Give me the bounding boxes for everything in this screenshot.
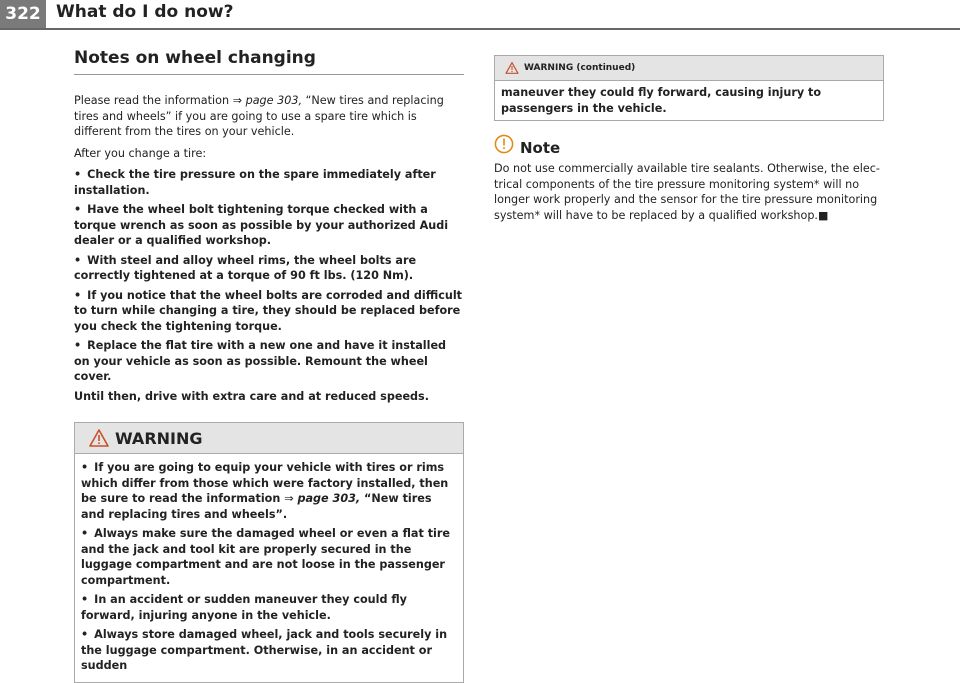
header-rule — [0, 28, 960, 30]
intro-text-before: Please read the information — [74, 94, 233, 107]
after-change-text: After you change a tire: — [74, 146, 207, 160]
warning-continued-text: maneuver they could fly forward, causing injury to passengers in the vehicle. — [501, 86, 822, 115]
info-circle-icon — [494, 134, 514, 154]
until-then-text: Until then, drive with extra care and at reduced speeds. — [74, 389, 429, 403]
warning-title: WARNING — [115, 428, 203, 448]
list-item: • Always store damaged wheel, jack and tools securely in the luggage compartment. Otherwise, in an accident or sudden — [81, 628, 448, 672]
list-item: • Have the wheel bolt tightening torque checked with a torque wrench as soon as possible by your authorized Audi dealer or a qualified workshop. — [74, 203, 449, 247]
warning-body — [75, 454, 463, 682]
warning-continued-title: WARNING (continued) — [524, 63, 636, 73]
note-title: Note — [520, 139, 561, 157]
page-reference-link[interactable]: page 303, — [245, 94, 303, 107]
note-text: Do not use commercially available tire sealants. Otherwise, the electrical components of the tire pressure monitoring system* will no longer work properly and the sensor for the tire pressure monitoring system* will have to be replaced by a qualified workshop.■ — [494, 162, 880, 222]
list-item: • Always make sure the damaged wheel or even a flat tire and the jack and tool kit are properly secured in the luggage compartment and are not loose in the passenger compartment. — [81, 527, 450, 587]
list-item: • Replace the flat tire with a new one and have it installed on your vehicle as soon as possible. Remount the wheel cover. — [74, 339, 447, 383]
list-item: • If you notice that the wheel bolts are corroded and difficult to turn while changing a tire, they should be replaced before you check the tightening torque. — [74, 288, 463, 333]
page-number: 322 — [0, 0, 46, 28]
warning-triangle-icon — [505, 62, 519, 74]
list-item: • With steel and alloy wheel rims, the wheel bolts are correctly tightened at a torque of 90 ft lbs. (120 Nm). — [74, 253, 417, 282]
header-title: What do I do now? — [56, 2, 234, 22]
list-item: • In an accident or sudden maneuver they could fly forward, injuring anyone in the vehicle. — [81, 593, 407, 622]
list-item: • Check the tire pressure on the spare immediately after installation. — [74, 168, 436, 197]
warning-triangle-icon — [89, 429, 109, 447]
end-mark-icon: ■ — [818, 208, 829, 222]
page-reference-link[interactable]: page 303, — [297, 492, 361, 505]
note-header — [494, 131, 884, 157]
warning-header — [75, 423, 463, 454]
warning-continued-header — [495, 56, 883, 81]
intro-paragraph — [74, 93, 464, 140]
warning-continued-box — [494, 55, 884, 121]
arrow-icon: ⇒ — [232, 94, 243, 107]
right-column — [494, 55, 884, 223]
warning-box — [74, 422, 464, 683]
list-item: • If you are going to equip your vehicle with tires or rims which differ from those which were factory installed, then be sure to read the information ⇒ page 303, “New tires and replacing tires and wheels”. — [81, 461, 449, 521]
bullet-list — [74, 167, 464, 385]
section-title: Notes on wheel changing — [74, 48, 464, 75]
left-column — [74, 48, 464, 683]
arrow-icon: ⇒ — [284, 492, 294, 505]
intro-text-after: “New tires and replacing tires and wheels” if you are going to use a spare tire which is different from the tires on your vehicle. — [74, 94, 444, 138]
